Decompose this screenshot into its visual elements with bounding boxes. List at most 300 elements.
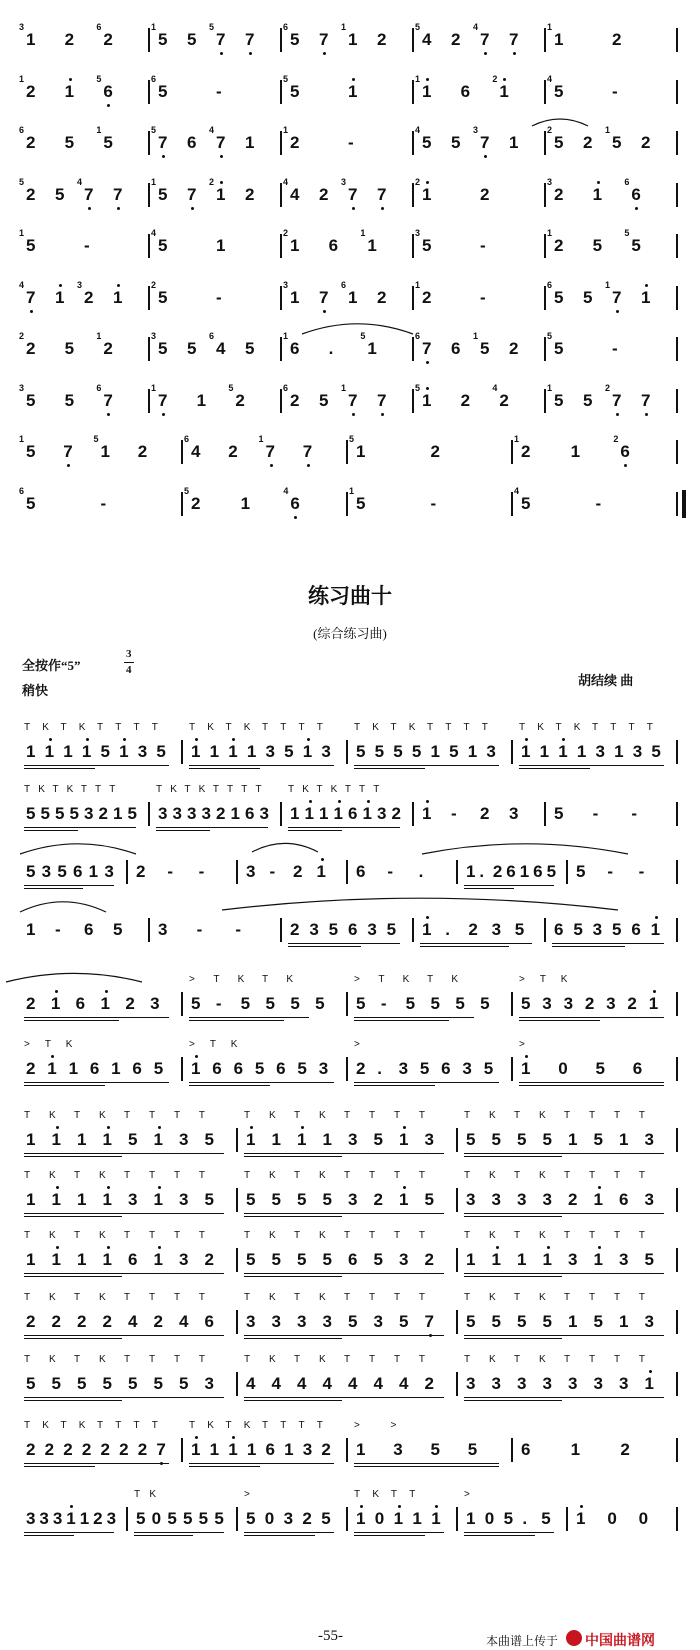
grace-note: 1 bbox=[341, 382, 347, 393]
note: 3 bbox=[321, 742, 331, 761]
articulation-mark: T bbox=[613, 1230, 621, 1241]
note: 1 bbox=[467, 742, 478, 761]
articulation-mark: T bbox=[24, 1354, 31, 1365]
barline bbox=[346, 1507, 348, 1531]
beam-line bbox=[288, 946, 361, 947]
note: 5 bbox=[517, 1312, 527, 1331]
note: 6 bbox=[245, 804, 255, 823]
articulation-mark: T bbox=[343, 1170, 351, 1181]
articulation-mark: K bbox=[65, 1039, 73, 1050]
octave-dot bbox=[338, 800, 341, 803]
articulation-mark: T bbox=[464, 1292, 471, 1303]
grace-note: 1 bbox=[96, 331, 102, 341]
octave-dot bbox=[323, 310, 326, 313]
note: 5 bbox=[191, 994, 201, 1013]
note: 1 bbox=[246, 1440, 257, 1459]
articulation-mark: T bbox=[418, 1110, 426, 1121]
beam-line bbox=[244, 1153, 444, 1154]
note: 3 bbox=[84, 804, 94, 823]
score-row bbox=[14, 125, 686, 169]
beam-line bbox=[519, 1085, 664, 1086]
grace-note: 5 bbox=[349, 434, 355, 444]
articulation-mark: T bbox=[209, 1039, 216, 1050]
grace-note: 1 bbox=[605, 125, 611, 135]
octave-dot bbox=[123, 738, 126, 741]
note: 1 bbox=[466, 1250, 476, 1269]
grace-note: 2 bbox=[492, 73, 498, 84]
note: 5 bbox=[102, 1374, 112, 1393]
articulation-mark: T bbox=[73, 1170, 81, 1181]
note: 1 bbox=[228, 742, 238, 761]
note: - bbox=[235, 920, 241, 939]
note: 1 bbox=[356, 1440, 366, 1459]
barline bbox=[280, 389, 282, 413]
note: 3 bbox=[393, 1440, 403, 1459]
note: 1 bbox=[79, 1509, 90, 1528]
note: 6 bbox=[348, 1250, 358, 1269]
note: 7 bbox=[113, 184, 123, 204]
barline bbox=[181, 492, 183, 516]
grace-note: 6 bbox=[184, 434, 190, 444]
note: 5 bbox=[271, 1250, 281, 1269]
articulation-mark: T bbox=[513, 1110, 521, 1121]
note: 2 bbox=[568, 1190, 578, 1209]
grace-note: 1 bbox=[473, 331, 479, 341]
barline bbox=[676, 1310, 678, 1334]
score-row bbox=[14, 1354, 686, 1410]
barline bbox=[126, 1507, 128, 1531]
articulation-mark: K bbox=[42, 722, 49, 733]
beam-line bbox=[464, 1153, 664, 1154]
articulation-mark: K bbox=[48, 1292, 56, 1303]
articulation-mark: K bbox=[98, 1230, 106, 1241]
barline bbox=[148, 131, 150, 155]
note: 4 bbox=[399, 1374, 409, 1393]
note: 1 bbox=[412, 1509, 422, 1528]
octave-dot bbox=[220, 52, 223, 55]
note: - bbox=[387, 862, 393, 881]
octave-dot bbox=[525, 1055, 528, 1058]
barline bbox=[236, 1310, 238, 1334]
articulation-mark: T bbox=[513, 1292, 521, 1303]
barline bbox=[181, 992, 183, 1016]
note: 1 bbox=[26, 1190, 36, 1209]
articulation-mark: T bbox=[134, 1489, 141, 1500]
note: 2 bbox=[125, 994, 135, 1013]
note: 5 bbox=[430, 994, 440, 1013]
grace-note: 5 bbox=[547, 331, 553, 341]
score-row bbox=[14, 382, 686, 427]
grace-note: 4 bbox=[283, 176, 289, 187]
octave-dot bbox=[59, 284, 62, 287]
note: 3 bbox=[563, 994, 574, 1013]
note: 0 bbox=[264, 1509, 275, 1528]
articulation-mark: K bbox=[372, 722, 379, 733]
barline bbox=[346, 992, 348, 1016]
barline bbox=[544, 80, 546, 104]
note: - bbox=[216, 81, 222, 101]
barline bbox=[412, 286, 414, 310]
grace-note: 1 bbox=[547, 382, 553, 393]
octave-dot bbox=[426, 181, 429, 184]
note: 5 bbox=[422, 133, 432, 152]
articulation-mark: T bbox=[148, 1354, 156, 1365]
octave-dot bbox=[158, 1126, 161, 1129]
note: - bbox=[55, 920, 61, 939]
barline bbox=[676, 28, 678, 52]
note: - bbox=[84, 236, 90, 255]
barline bbox=[148, 28, 150, 52]
note: 0 bbox=[558, 1059, 568, 1078]
note: 3 bbox=[398, 1059, 409, 1078]
beam-line bbox=[519, 1020, 600, 1021]
note: 1 bbox=[290, 804, 300, 823]
articulation-mark: T bbox=[280, 1420, 287, 1431]
note: 6 bbox=[73, 862, 83, 881]
note: 1 bbox=[568, 1130, 578, 1149]
articulation-mark: T bbox=[555, 722, 562, 733]
grace-note: 4 bbox=[283, 485, 289, 496]
note: 6 bbox=[75, 994, 86, 1013]
note: - bbox=[638, 862, 645, 881]
grace-note: 6 bbox=[19, 485, 25, 496]
note: 1 bbox=[304, 804, 314, 823]
articulation-mark: > bbox=[189, 1039, 195, 1050]
note: 1 bbox=[509, 133, 519, 152]
note: 2 bbox=[102, 1312, 112, 1331]
note: 4 bbox=[271, 1374, 281, 1393]
barline bbox=[676, 1057, 678, 1081]
barline bbox=[566, 860, 568, 884]
octave-dot bbox=[307, 464, 310, 467]
note: 2 bbox=[64, 30, 75, 49]
articulation-mark: T bbox=[445, 722, 452, 733]
barline bbox=[456, 860, 458, 884]
grace-note: 6 bbox=[209, 331, 215, 341]
barline bbox=[280, 80, 282, 104]
note: - bbox=[348, 133, 354, 152]
barline bbox=[280, 131, 282, 155]
octave-dot bbox=[309, 800, 312, 803]
score-row bbox=[14, 1039, 686, 1095]
note: 2 bbox=[26, 133, 36, 152]
barline bbox=[412, 337, 414, 361]
note: 0 bbox=[151, 1509, 162, 1528]
octave-dot bbox=[51, 1055, 54, 1058]
beam-line bbox=[464, 1273, 664, 1274]
note: 2 bbox=[290, 133, 300, 152]
note: 1 bbox=[66, 1509, 76, 1528]
note: 1 bbox=[51, 1130, 61, 1149]
note: 1 bbox=[228, 1440, 238, 1459]
barline bbox=[236, 1128, 238, 1152]
note: 5 bbox=[386, 920, 397, 939]
octave-dot bbox=[616, 413, 619, 416]
barline bbox=[181, 740, 183, 764]
note: 1 bbox=[77, 1190, 87, 1209]
octave-dot bbox=[162, 155, 165, 158]
note: - bbox=[215, 994, 222, 1013]
beam-line bbox=[189, 1017, 309, 1018]
articulation-mark: T bbox=[80, 784, 87, 795]
barline bbox=[544, 802, 546, 826]
articulation-mark: T bbox=[378, 974, 385, 985]
octave-dot bbox=[624, 464, 627, 467]
note: 3 bbox=[619, 1374, 629, 1393]
beam-line bbox=[519, 768, 590, 769]
barline bbox=[346, 860, 348, 884]
octave-dot bbox=[107, 413, 110, 416]
octave-dot bbox=[249, 52, 252, 55]
articulation-mark: K bbox=[66, 784, 74, 795]
note: 6 bbox=[89, 1059, 100, 1078]
barline bbox=[148, 183, 150, 207]
note: 3 bbox=[542, 1190, 552, 1209]
note: 1 bbox=[102, 1130, 112, 1149]
articulation-mark: T bbox=[262, 974, 269, 985]
note: 2 bbox=[451, 30, 461, 49]
grace-note: 1 bbox=[19, 228, 25, 238]
note: 2 bbox=[98, 804, 108, 823]
articulation-mark: K bbox=[198, 784, 206, 795]
note: 2 bbox=[499, 390, 509, 410]
slur-arc bbox=[530, 118, 590, 128]
score-row bbox=[14, 916, 686, 956]
beam-line bbox=[24, 1535, 74, 1536]
octave-dot bbox=[360, 1505, 363, 1508]
note: 7 bbox=[216, 30, 226, 49]
note: 1 bbox=[64, 81, 75, 101]
note: 2 bbox=[51, 1312, 61, 1331]
note: 1 bbox=[44, 742, 55, 761]
octave-dot bbox=[580, 1505, 583, 1508]
articulation-mark: T bbox=[173, 1354, 181, 1365]
articulation-mark: T bbox=[173, 1110, 181, 1121]
articulation-mark: T bbox=[293, 1170, 301, 1181]
note: 2 bbox=[216, 804, 226, 823]
octave-dot bbox=[70, 1505, 73, 1508]
beam-line bbox=[24, 1213, 224, 1214]
note: 1 bbox=[619, 1130, 629, 1149]
note: - bbox=[100, 493, 107, 513]
note: 5 bbox=[158, 236, 168, 255]
note: - bbox=[430, 493, 437, 513]
note: 5 bbox=[77, 1374, 87, 1393]
note: 1 bbox=[570, 1440, 581, 1459]
beam-line bbox=[189, 1466, 260, 1467]
note: - bbox=[612, 339, 618, 358]
barline bbox=[148, 918, 150, 942]
note: 1 bbox=[51, 1190, 61, 1209]
note: . bbox=[522, 1509, 528, 1528]
note: 5 bbox=[546, 862, 557, 881]
note: 3 bbox=[592, 920, 603, 939]
articulation-mark: > bbox=[24, 1039, 30, 1050]
note: 3 bbox=[150, 994, 160, 1013]
note: 4 bbox=[422, 30, 432, 49]
octave-dot bbox=[352, 78, 355, 81]
note: 3 bbox=[158, 804, 168, 823]
beam-line bbox=[354, 1532, 444, 1533]
barline bbox=[676, 286, 678, 310]
beam-line bbox=[24, 1085, 105, 1086]
barline bbox=[544, 28, 546, 52]
note: 5 bbox=[187, 339, 197, 358]
articulation-mark: T bbox=[316, 722, 323, 733]
articulation-mark: T bbox=[184, 784, 191, 795]
note: 7 bbox=[424, 1312, 434, 1331]
octave-dot bbox=[598, 1246, 601, 1249]
articulation-mark: T bbox=[212, 784, 219, 795]
barline bbox=[676, 740, 678, 764]
articulation-mark: T bbox=[343, 1110, 351, 1121]
articulation-mark: K bbox=[48, 1230, 56, 1241]
note: - bbox=[592, 804, 599, 823]
note: 4 bbox=[297, 1374, 307, 1393]
beam-line bbox=[288, 943, 400, 944]
articulation-mark: T bbox=[513, 1230, 521, 1241]
note: 5 bbox=[128, 1130, 138, 1149]
note: 5 bbox=[430, 1440, 440, 1459]
note: 1 bbox=[100, 442, 110, 461]
beam-line bbox=[24, 768, 95, 769]
note: - bbox=[631, 804, 637, 823]
barline bbox=[676, 440, 678, 464]
octave-dot bbox=[55, 990, 58, 993]
beam-line bbox=[244, 1276, 342, 1277]
note: 6 bbox=[212, 1059, 222, 1078]
note: 3 bbox=[104, 862, 114, 881]
note: 1 bbox=[322, 1130, 332, 1149]
site-logo-icon bbox=[566, 1630, 582, 1646]
grace-note: 1 bbox=[605, 279, 611, 290]
beam-line bbox=[464, 1216, 562, 1217]
beam-line bbox=[24, 1082, 169, 1083]
barline bbox=[676, 918, 678, 942]
note: 5 bbox=[100, 742, 110, 761]
grace-note: 5 bbox=[415, 382, 421, 393]
note: 5 bbox=[51, 1374, 61, 1393]
grace-note: 6 bbox=[19, 125, 25, 135]
beam-line bbox=[24, 1466, 95, 1467]
articulation-mark: K bbox=[318, 1170, 326, 1181]
grace-note: 5 bbox=[19, 176, 25, 187]
articulation-mark: T bbox=[344, 784, 351, 795]
grace-note: 6 bbox=[415, 331, 421, 341]
note: 1 bbox=[558, 742, 568, 761]
note: 2 bbox=[391, 804, 401, 823]
articulation-mark: T bbox=[73, 1230, 81, 1241]
time-signature-top: 3 bbox=[126, 648, 132, 660]
octave-dot bbox=[645, 284, 648, 287]
articulation-mark: T bbox=[173, 1292, 181, 1303]
note: . bbox=[328, 339, 334, 358]
note: 2 bbox=[319, 184, 329, 204]
note: 3 bbox=[187, 804, 197, 823]
note: 3 bbox=[491, 1374, 501, 1393]
note: 5 bbox=[449, 742, 459, 761]
note: 3 bbox=[491, 1190, 501, 1209]
note: 2 bbox=[228, 442, 238, 461]
note: 1 bbox=[333, 804, 343, 823]
articulation-mark: T bbox=[293, 1230, 301, 1241]
note: 5 bbox=[26, 390, 36, 410]
articulation-mark: T bbox=[151, 722, 158, 733]
beam-line bbox=[464, 1276, 562, 1277]
articulation-mark: T bbox=[418, 1354, 426, 1365]
grace-note: 2 bbox=[415, 176, 421, 187]
note: 5 bbox=[297, 1059, 307, 1078]
articulation-mark: K bbox=[48, 1110, 56, 1121]
barline bbox=[412, 183, 414, 207]
note: 5 bbox=[290, 994, 300, 1013]
beam-line bbox=[552, 943, 664, 944]
note: 1 bbox=[68, 1059, 79, 1078]
articulation-mark: T bbox=[148, 1292, 156, 1303]
beam-line bbox=[354, 1017, 474, 1018]
note: 7 bbox=[84, 184, 94, 204]
articulation-mark: > bbox=[390, 1420, 397, 1431]
note: 1 bbox=[77, 1130, 87, 1149]
note: 5 bbox=[554, 81, 564, 101]
grace-note: 3 bbox=[547, 176, 553, 187]
piece-subtitle: (综合练习曲) bbox=[313, 626, 387, 641]
articulation-mark: T bbox=[588, 1230, 596, 1241]
note: 5 bbox=[64, 133, 75, 152]
slur-arc bbox=[4, 972, 144, 984]
note: 3 bbox=[593, 1374, 603, 1393]
slur-arc bbox=[18, 842, 138, 856]
note: 1 bbox=[102, 1190, 112, 1209]
articulation-mark: K bbox=[98, 1292, 106, 1303]
grace-note: 3 bbox=[283, 279, 289, 290]
beam-line bbox=[24, 1017, 169, 1018]
note: 5 bbox=[265, 994, 275, 1013]
note: 1 bbox=[619, 1312, 629, 1331]
grace-note: 5 bbox=[93, 434, 99, 444]
articulation-mark: K bbox=[243, 1420, 251, 1431]
note: 4 bbox=[191, 442, 201, 461]
note: 1 bbox=[422, 184, 432, 204]
note: 2 bbox=[204, 1250, 214, 1269]
note: 5 bbox=[542, 1130, 552, 1149]
note: 6 bbox=[290, 493, 300, 513]
note: 6 bbox=[521, 1440, 531, 1459]
articulation-mark: K bbox=[207, 722, 214, 733]
note: 5 bbox=[26, 236, 36, 255]
articulation-mark: T bbox=[298, 1420, 305, 1431]
note: 1 bbox=[153, 1130, 163, 1149]
note: 2 bbox=[377, 287, 387, 307]
note: 2 bbox=[26, 1440, 36, 1459]
octave-dot bbox=[426, 387, 429, 390]
articulation-mark: T bbox=[613, 1354, 621, 1365]
note: 1 bbox=[592, 184, 603, 204]
articulation-mark: K bbox=[237, 974, 245, 985]
note: 5 bbox=[467, 1440, 478, 1459]
note: 5 bbox=[26, 862, 36, 881]
grace-note: 2 bbox=[605, 382, 611, 393]
note: 7 bbox=[302, 442, 313, 461]
barline bbox=[676, 860, 678, 884]
octave-dot bbox=[220, 181, 223, 184]
note: 4 bbox=[216, 339, 226, 358]
articulation-mark: T bbox=[73, 1354, 81, 1365]
note: 1 bbox=[367, 339, 377, 358]
octave-dot bbox=[107, 1126, 110, 1129]
octave-dot bbox=[435, 1505, 438, 1508]
note: 7 bbox=[422, 339, 432, 358]
